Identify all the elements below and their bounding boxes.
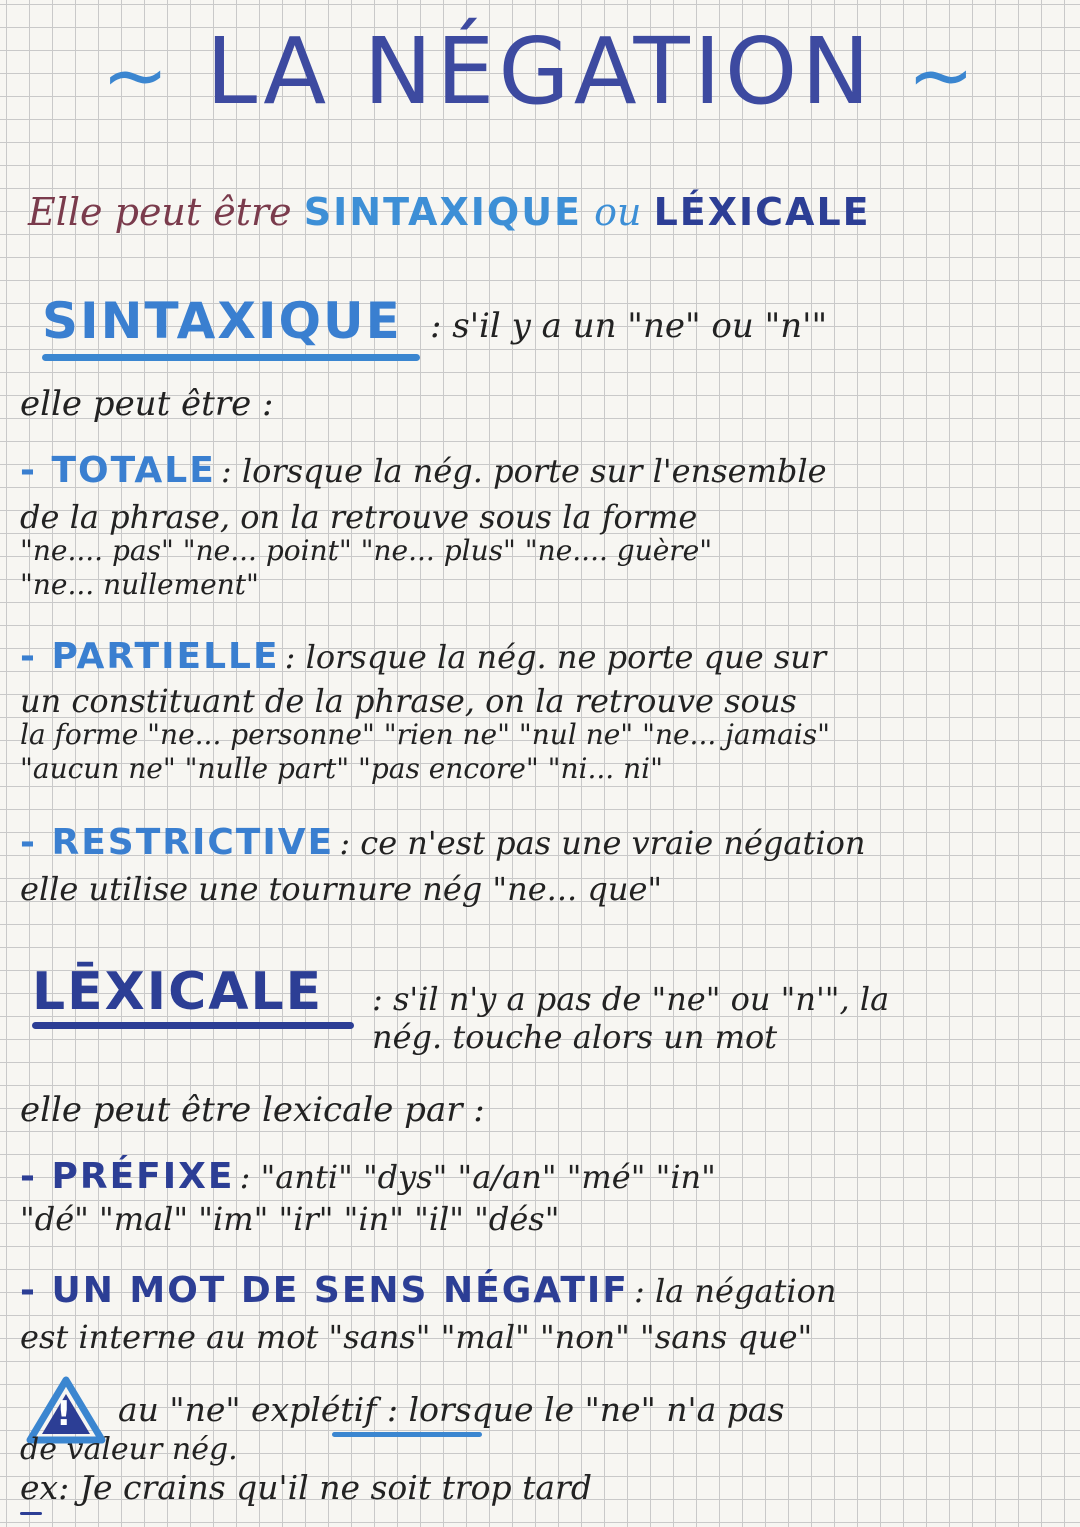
attention-line-2: de valeur nég. (20, 1432, 238, 1467)
section-heading-lexicale: LĒXICALE (32, 962, 324, 1022)
totale-block (20, 450, 827, 602)
intro-prefix: Elle peut être (28, 190, 292, 234)
lexicale-subtitle: elle peut être lexicale par : (20, 1090, 485, 1130)
partielle-line-1: : lorsque la nég. ne porte que sur (284, 638, 827, 676)
mot-negatif-line-1: : la négation (633, 1272, 837, 1310)
page-title (0, 18, 1080, 125)
lexicale-definition-2: nég. touche alors un mot (372, 1018, 778, 1056)
mot-negatif-block (20, 1270, 837, 1356)
attention-example: ex: Je crains qu'il ne soit trop tard (20, 1468, 592, 1507)
heading-underline (32, 1022, 354, 1029)
sintaxique-definition: : s'il y a un "ne" ou "n'" (430, 306, 828, 346)
prefixe-line-1: : "anti" "dys" "a/an" "mé" "in" (239, 1158, 716, 1196)
warning-mark-icon: ! (56, 1394, 72, 1434)
title-tilde-right: ~ (907, 29, 979, 122)
mot-negatif-line-2: est interne au mot "sans" "mal" "non" "sans que" (20, 1318, 813, 1356)
totale-label: - TOTALE (20, 450, 216, 491)
partielle-block (20, 636, 830, 786)
partielle-line-3: la forme "ne... personne" "rien ne" "nul ne" "ne... jamais" (20, 718, 830, 751)
attention-line-1: au "ne" explétif : lorsque le "ne" n'a pas (118, 1390, 785, 1429)
expletif-underline (332, 1432, 482, 1437)
partielle-line-2: un constituant de la phrase, on la retrouve sous (20, 682, 797, 720)
intro-conjunction: ou (594, 190, 642, 234)
partielle-label: - PARTIELLE (20, 636, 280, 677)
prefixe-label: - PRÉFIXE (20, 1156, 235, 1197)
totale-line-1: : lorsque la nég. porte sur l'ensemble (220, 452, 827, 490)
prefixe-block (20, 1156, 716, 1238)
restrictive-label: - RESTRICTIVE (20, 822, 335, 863)
heading-underline (42, 354, 420, 361)
sintaxique-subtitle: elle peut être : (20, 384, 274, 424)
mot-negatif-label: - UN MOT DE SENS NÉGATIF (20, 1270, 629, 1311)
restrictive-line-1: : ce n'est pas une vraie négation (339, 824, 866, 862)
example-underline (20, 1512, 42, 1515)
restrictive-block (20, 822, 866, 908)
totale-line-3: "ne.... pas" "ne... point" "ne... plus" "ne.... guère" (20, 534, 713, 567)
prefixe-line-2: "dé" "mal" "im" "ir" "in" "il" "dés" (20, 1200, 560, 1238)
lexicale-definition-1: : s'il n'y a pas de "ne" ou "n'", la (372, 980, 890, 1018)
partielle-line-4: "aucun ne" "nulle part" "pas encore" "ni... ni" (20, 752, 663, 785)
totale-line-4: "ne... nullement" (20, 568, 259, 601)
section-heading-sintaxique: SINTAXIQUE (42, 292, 402, 350)
title-text: LA NÉGATION (205, 18, 875, 125)
intro-keyword-lexicale: LÉXICALE (653, 190, 871, 234)
restrictive-line-2: elle utilise une tournure nég "ne... que" (20, 870, 663, 908)
title-tilde-left: ~ (101, 29, 173, 122)
intro-line (28, 190, 871, 234)
intro-keyword-sintaxique: SINTAXIQUE (303, 190, 583, 234)
totale-line-2: de la phrase, on la retrouve sous la forme (20, 498, 698, 536)
